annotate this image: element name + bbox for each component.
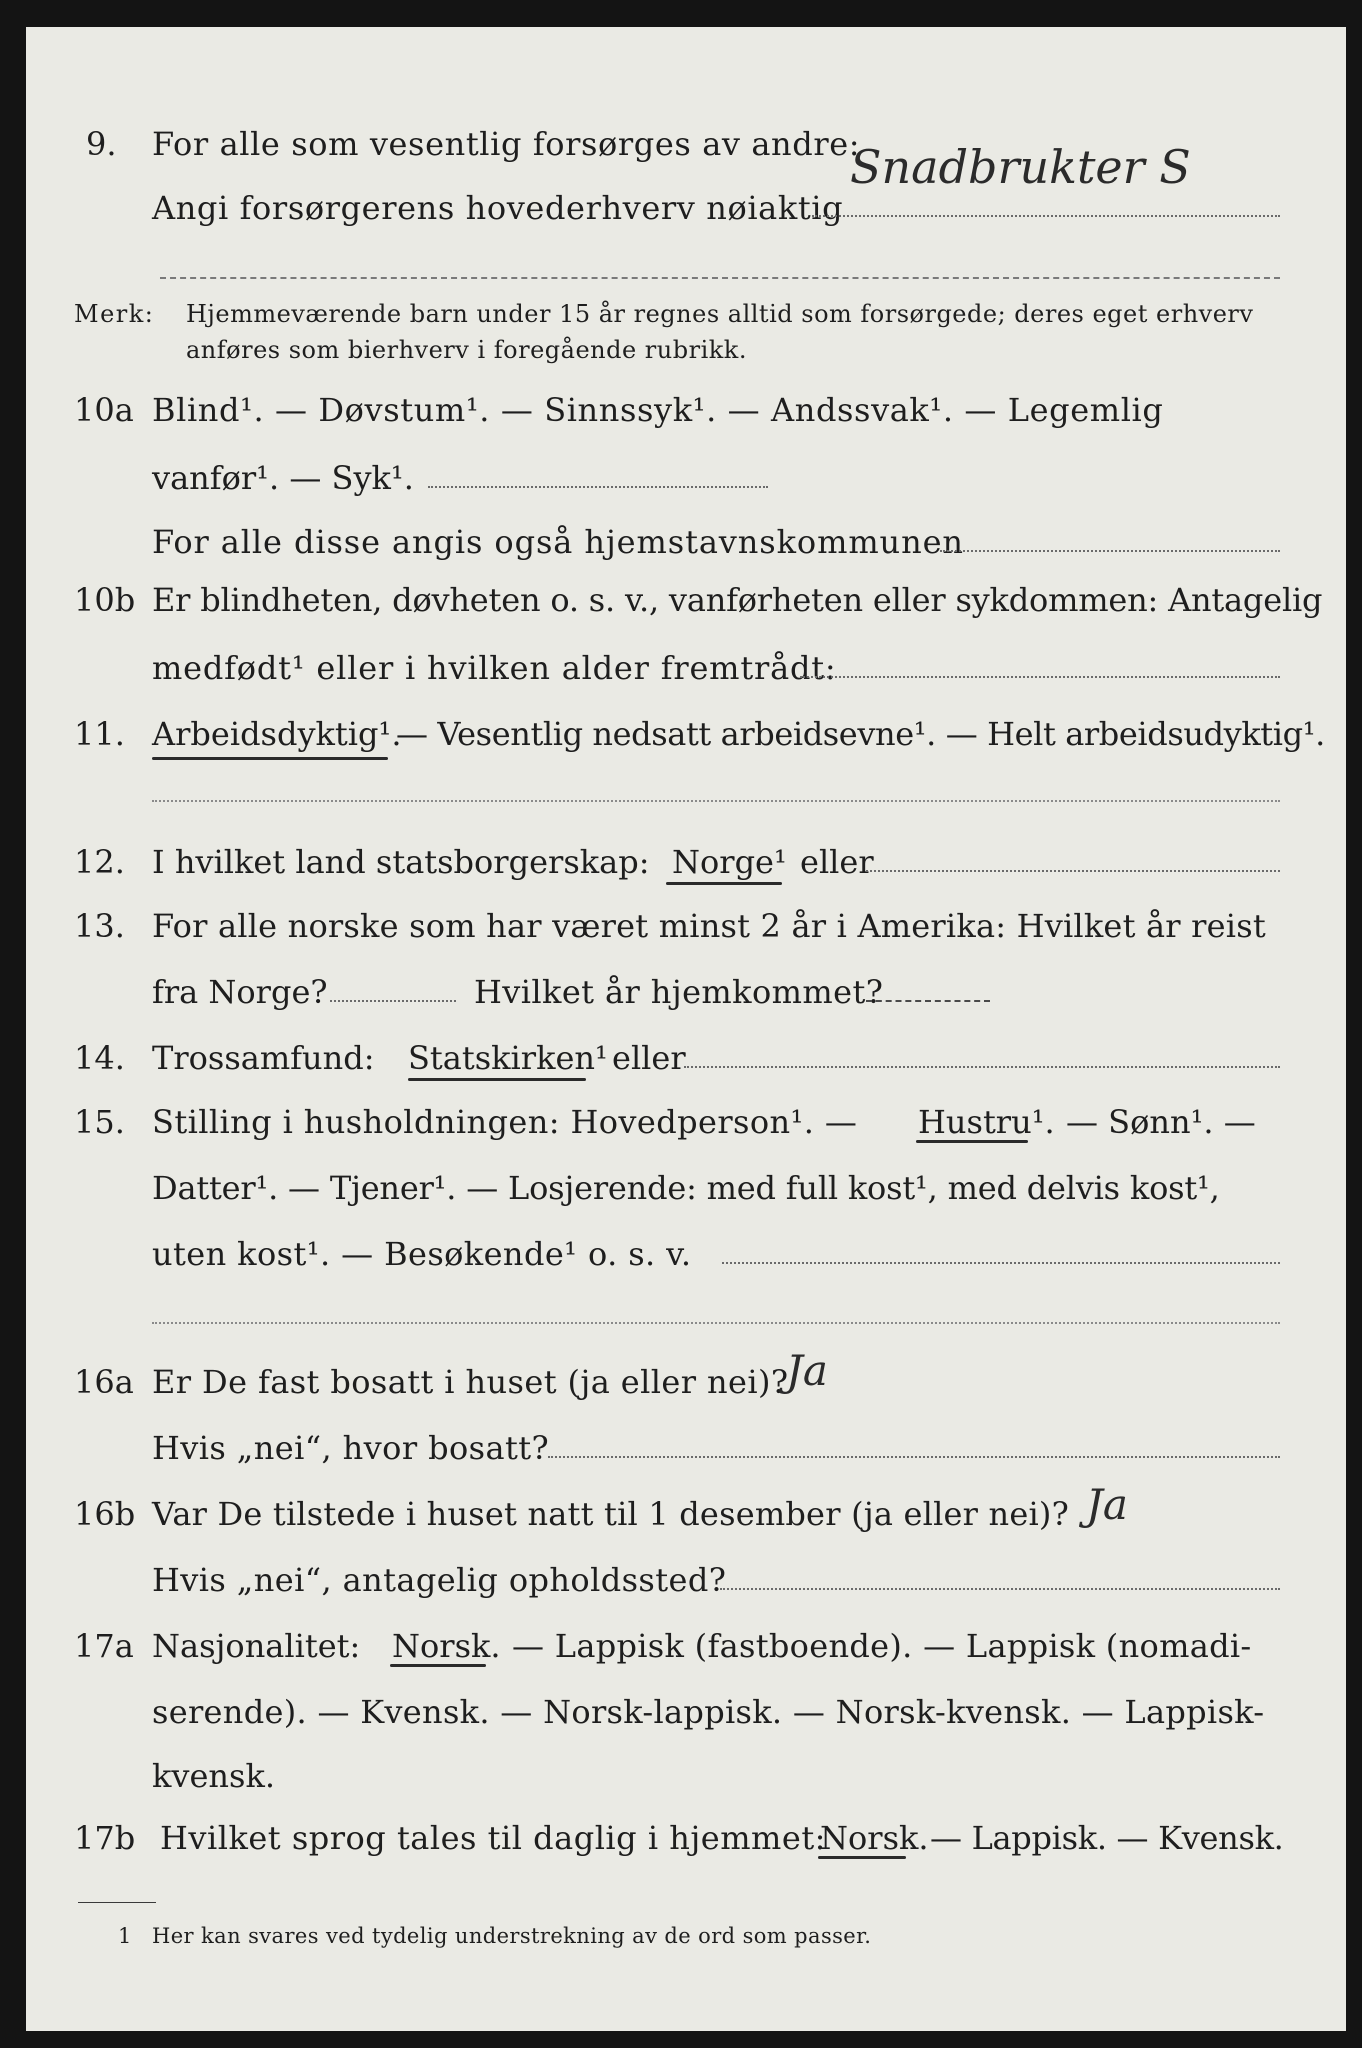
q11-rest: — Vesentlig nedsatt arbeidsevne¹. — Helt arbeidsudyktig¹. <box>396 715 1325 753</box>
merk-line2: anføres som bierhverv i foregående rubrikk. <box>186 336 747 364</box>
q14-underline <box>408 1078 586 1081</box>
q13-right-answer-line <box>866 1000 990 1002</box>
q10a-line2: vanfør¹. — Syk¹. <box>152 459 414 497</box>
q10a-number: 10a <box>74 391 134 429</box>
q15-number: 15. <box>74 1103 125 1141</box>
q17b-prefix: Hvilket sprog tales til daglig i hjemmet: <box>160 1819 826 1857</box>
q16a-handwritten-answer: Ja <box>786 1346 828 1395</box>
q16a-line2: Hvis „nei“, hvor bosatt? <box>152 1429 550 1467</box>
q11-number: 11. <box>74 715 125 753</box>
q16a-line1: Er De fast bosatt i huset (ja eller nei)? <box>152 1363 789 1401</box>
q13-line2a: fra Norge? <box>152 973 328 1011</box>
q10b-line1: Er blindheten, døvheten o. s. v., vanførheten eller sykdommen: Antagelig <box>152 581 1323 619</box>
q9-answer-line <box>812 215 1280 217</box>
footnote-text: Her kan svares ved tydelig understrekning av de ord som passer. <box>152 1924 872 1948</box>
q16a-answer-line <box>548 1456 1280 1458</box>
q14-prefix: Trossamfund: <box>152 1039 375 1077</box>
q9-line1: For alle som vesentlig forsørges av andre: <box>152 125 861 163</box>
q12-prefix: I hvilket land statsborgerskap: <box>152 843 650 881</box>
merk-line1: Hjemmeværende barn under 15 år regnes alltid som forsørgede; deres eget erhverv <box>186 300 1254 328</box>
q15-underline <box>916 1140 1028 1143</box>
q10b-answer-line <box>800 676 1280 678</box>
footnote-mark: 1 <box>118 1924 132 1948</box>
q16b-line1: Var De tilstede i huset natt til 1 desember (ja eller nei)? <box>152 1495 1069 1533</box>
q10a-answer-line <box>428 486 768 488</box>
q10a-line1: Blind¹. — Døvstum¹. — Sinnssyk¹. — Andssvak¹. — Legemlig <box>152 391 1164 429</box>
q15-option-hustru: Hustru¹. <box>918 1103 1055 1141</box>
q17a-prefix: Nasjonalitet: <box>152 1627 361 1665</box>
q17b-number: 17b <box>74 1819 136 1857</box>
q12-underline <box>666 882 782 885</box>
q17a-number: 17a <box>74 1627 134 1665</box>
q9-line2: Angi forsørgerens hovederhverv nøiaktig <box>152 189 844 227</box>
q12-option-norge: Norge¹ <box>672 843 787 881</box>
q15-extra-line <box>152 1322 1280 1324</box>
q10b-number: 10b <box>74 581 136 619</box>
q16b-answer-line <box>720 1588 1280 1590</box>
q13-left-answer-line <box>330 1000 456 1002</box>
q14-answer-line <box>684 1066 1280 1068</box>
q15-line1a: Stilling i husholdningen: Hovedperson¹. — <box>152 1103 858 1141</box>
q15-line3: uten kost¹. — Besøkende¹ o. s. v. <box>152 1235 692 1273</box>
q9-number: 9. <box>86 125 117 163</box>
q12-suffix: eller <box>800 843 874 881</box>
q11-answer-line <box>152 800 1280 802</box>
q9-handwritten-answer: Snadbrukter S <box>850 140 1191 194</box>
q12-number: 12. <box>74 843 125 881</box>
q17a-option-norsk: Norsk. <box>392 1627 501 1665</box>
q12-answer-line <box>866 870 1280 872</box>
q10a-line3: For alle disse angis også hjemstavnskommunen <box>152 523 964 561</box>
footnote-rule <box>78 1902 156 1903</box>
q17a-line2: serende). — Kvensk. — Norsk-lappisk. — Norsk-kvensk. — Lappisk- <box>152 1693 1265 1731</box>
q17a-line1b: — Lappisk (fastboende). — Lappisk (nomadi- <box>512 1627 1252 1665</box>
q17b-suffix: — Lappisk. — Kvensk. <box>930 1819 1284 1857</box>
q14-option-statskirken: Statskirken¹ <box>408 1039 608 1077</box>
q14-number: 14. <box>74 1039 125 1077</box>
q17a-line3: kvensk. <box>152 1757 275 1795</box>
q16a-number: 16a <box>74 1363 134 1401</box>
q11-option-arbeidsdyktig: Arbeidsdyktig¹. <box>152 715 402 753</box>
q15-answer-line <box>722 1262 1280 1264</box>
q17a-underline <box>390 1664 486 1667</box>
q15-line1b: — Sønn¹. — <box>1066 1103 1256 1141</box>
separator <box>160 277 1280 279</box>
q11-underline <box>152 757 388 760</box>
q13-line1: For alle norske som har været minst 2 år i Amerika: Hvilket år reist <box>152 907 1266 945</box>
q15-line2: Datter¹. — Tjener¹. — Losjerende: med full kost¹, med delvis kost¹, <box>152 1169 1220 1207</box>
q13-number: 13. <box>74 907 125 945</box>
merk-label: Merk: <box>74 300 155 328</box>
q17b-underline <box>818 1856 906 1859</box>
q10b-line2: medfødt¹ eller i hvilken alder fremtrådt: <box>152 649 837 687</box>
q17b-option-norsk: Norsk. <box>820 1819 929 1857</box>
q16b-line2: Hvis „nei“, antagelig opholdssted? <box>152 1561 727 1599</box>
q13-line2b: Hvilket år hjemkommet? <box>474 973 884 1011</box>
q14-suffix: eller <box>612 1039 686 1077</box>
q16b-handwritten-answer: Ja <box>1086 1480 1128 1529</box>
q16b-number: 16b <box>74 1495 136 1533</box>
q10a-hometown-line <box>940 550 1280 552</box>
